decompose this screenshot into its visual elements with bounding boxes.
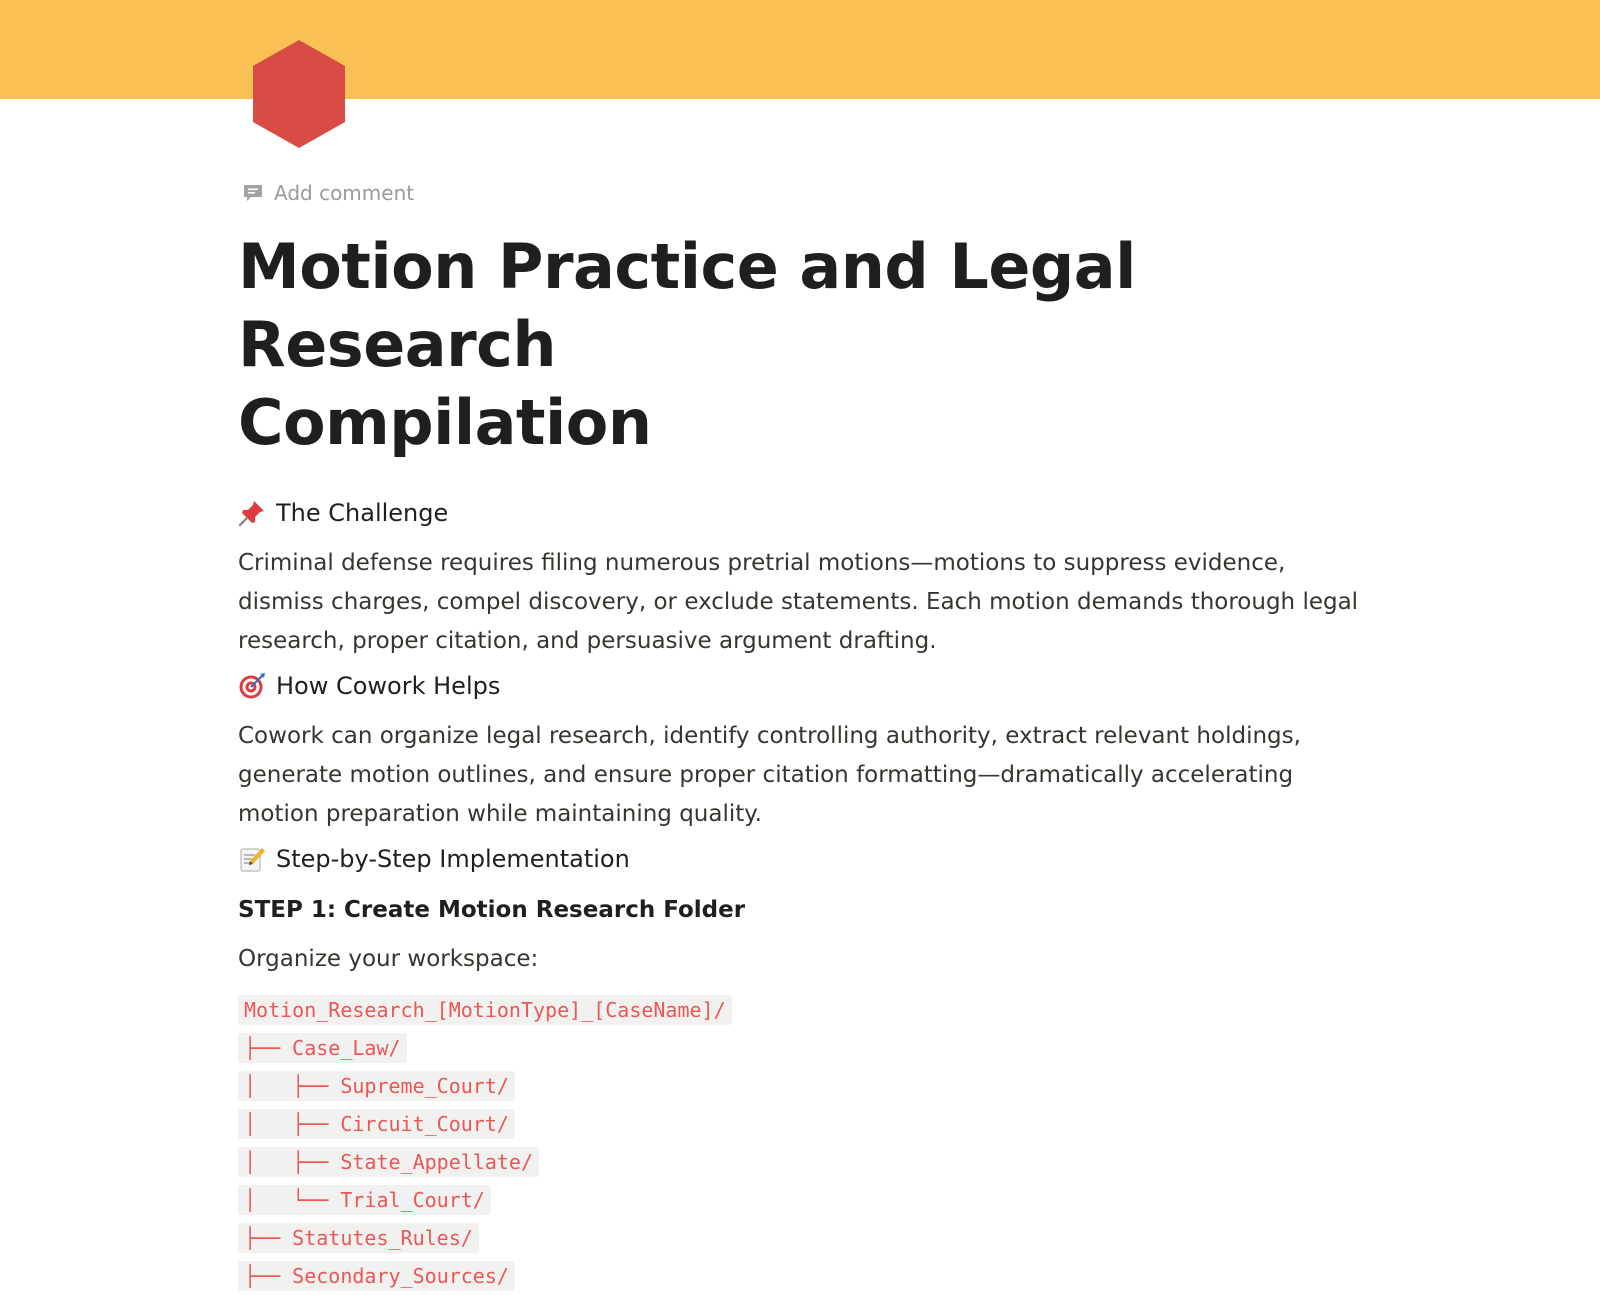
folder-tree-line xyxy=(238,1143,1378,1181)
helps-text[interactable]: Cowork can organize legal research, identify controlling authority, extract relevant holdings, generate motion outlines, and ensure proper citation formatting—dramatically accelerating motion preparation while maintaining quality. xyxy=(238,723,1301,827)
helps-heading-text: How Cowork Helps xyxy=(276,672,501,700)
steps-heading[interactable] xyxy=(238,842,1378,876)
page-cover[interactable] xyxy=(0,0,1600,99)
step1-heading[interactable]: STEP 1: Create Motion Research Folder xyxy=(238,897,746,923)
folder-tree-text: │ └── Trial_Court/ xyxy=(238,1185,491,1215)
folder-tree-line xyxy=(238,1257,1378,1295)
folder-tree-text: │ ├── State_Appellate/ xyxy=(238,1147,539,1177)
folder-tree-line xyxy=(238,991,1378,1029)
page-title-line-1: Motion Practice and Legal Research xyxy=(238,230,1136,381)
comment-icon xyxy=(242,182,264,204)
folder-tree-text: Motion_Research_[MotionType]_[CaseName]/ xyxy=(238,995,732,1025)
page-title[interactable] xyxy=(238,228,1378,462)
pushpin-icon xyxy=(238,499,266,527)
challenge-heading-text: The Challenge xyxy=(276,499,449,527)
folder-tree-line xyxy=(238,1219,1378,1257)
folder-tree-line xyxy=(238,1181,1378,1219)
folder-tree-text: ├── Case_Law/ xyxy=(238,1033,407,1063)
step1-intro[interactable]: Organize your workspace: xyxy=(238,946,539,972)
add-comment-button[interactable] xyxy=(242,172,1378,214)
helps-heading[interactable] xyxy=(238,669,1378,703)
folder-tree-text: ├── Secondary_Sources/ xyxy=(238,1261,515,1291)
target-icon xyxy=(238,672,266,700)
challenge-text[interactable]: Criminal defense requires filing numerous pretrial motions—motions to suppress evidence, dismiss charges, compel discovery, or exclude statements. Each motion demands thorough legal research, proper citation, and persuasive argument drafting. xyxy=(238,550,1359,654)
folder-tree[interactable] xyxy=(238,991,1378,1295)
page-content xyxy=(238,172,1378,1295)
add-comment-label: Add comment xyxy=(274,181,415,205)
memo-icon xyxy=(238,845,266,873)
red-hexagon-icon[interactable] xyxy=(250,38,348,150)
challenge-heading[interactable] xyxy=(238,496,1378,530)
folder-tree-line xyxy=(238,1029,1378,1067)
steps-heading-text: Step-by-Step Implementation xyxy=(276,845,630,873)
folder-tree-line xyxy=(238,1105,1378,1143)
folder-tree-line xyxy=(238,1067,1378,1105)
folder-tree-text: │ ├── Circuit_Court/ xyxy=(238,1109,515,1139)
page-title-line-2: Compilation xyxy=(238,386,652,459)
folder-tree-text: ├── Statutes_Rules/ xyxy=(238,1223,479,1253)
folder-tree-text: │ ├── Supreme_Court/ xyxy=(238,1071,515,1101)
